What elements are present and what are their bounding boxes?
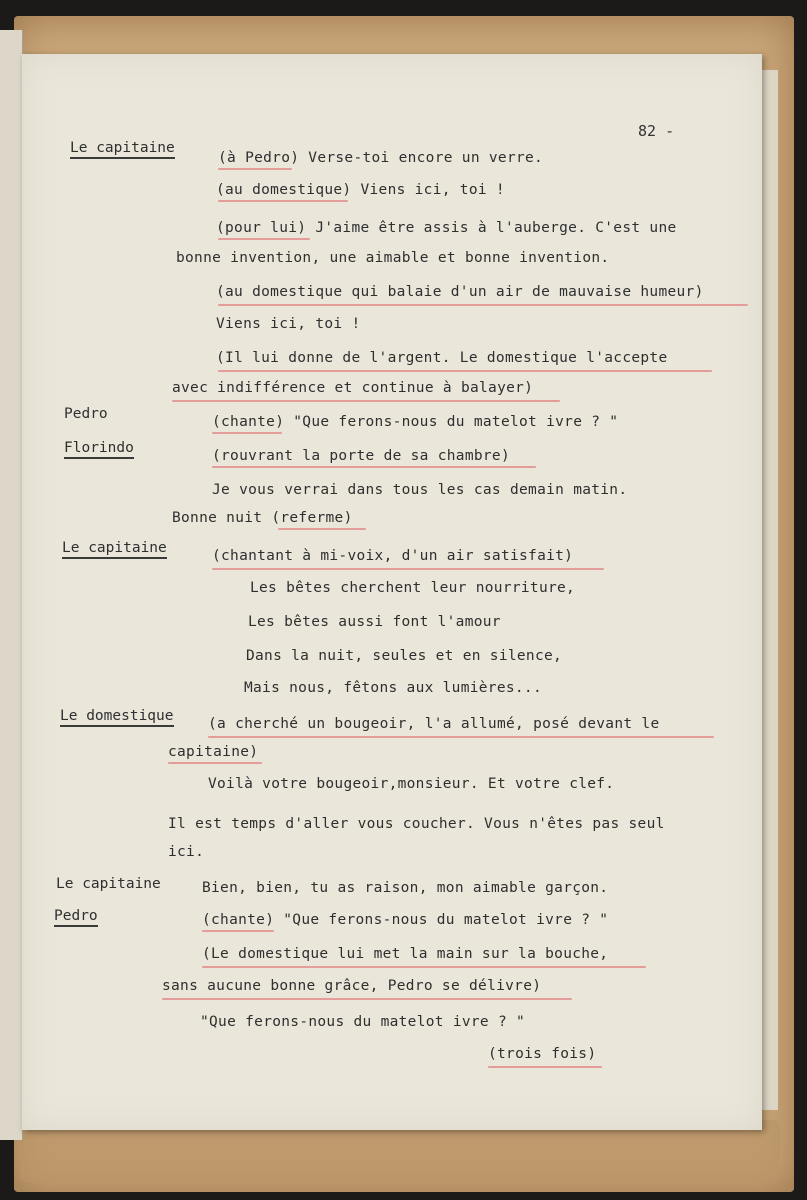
red-underline (278, 528, 366, 530)
script-line: Bonne nuit (referme) (172, 510, 353, 526)
red-underline (218, 370, 712, 372)
speaker-label: Le domestique (60, 708, 174, 727)
script-line: capitaine) (168, 744, 259, 760)
song-line: Les bêtes cherchent leur nourriture, (250, 580, 576, 596)
script-line: (rouvrant la porte de sa chambre) (212, 448, 510, 464)
script-line: avec indifférence et continue à balayer) (172, 380, 534, 396)
red-underline (218, 238, 310, 240)
script-line: sans aucune bonne grâce, Pedro se délivre) (162, 978, 542, 994)
red-underline (212, 432, 282, 434)
red-underline (168, 762, 262, 764)
script-line: (au domestique qui balaie d'un air de mauvaise humeur) (216, 284, 704, 300)
red-underline (488, 1066, 602, 1068)
underlying-page-edge (760, 70, 778, 1110)
red-underline (212, 466, 536, 468)
page-number: 82 - (638, 122, 675, 140)
script-line: bonne invention, une aimable et bonne invention. (176, 250, 610, 266)
script-line: (à Pedro) Verse-toi encore un verre. (218, 150, 544, 166)
red-underline (218, 200, 348, 202)
facing-page-edge (0, 30, 23, 1140)
script-line: (chante) "Que ferons-nous du matelot ivre ? " (212, 414, 619, 430)
script-line: (chantant à mi-voix, d'un air satisfait) (212, 548, 574, 564)
speaker-label: Pedro (64, 406, 108, 422)
red-underline (208, 736, 714, 738)
script-line: Viens ici, toi ! (216, 316, 361, 332)
script-line: (Le domestique lui met la main sur la bouche, (202, 946, 609, 962)
script-line: (pour lui) J'aime être assis à l'auberge. C'est une (216, 220, 677, 236)
typescript-page (22, 54, 762, 1130)
script-line: (Il lui donne de l'argent. Le domestique l'accepte (216, 350, 668, 366)
speaker-label: Le capitaine (70, 140, 175, 159)
script-line: Il est temps d'aller vous coucher. Vous n'êtes pas seul (168, 816, 665, 832)
script-line: (a cherché un bougeoir, l'a allumé, posé devant le (208, 716, 660, 732)
script-line: Voilà votre bougeoir,monsieur. Et votre clef. (208, 776, 615, 792)
red-underline (172, 400, 560, 402)
red-underline (162, 998, 572, 1000)
script-line: (au domestique) Viens ici, toi ! (216, 182, 505, 198)
speaker-label: Florindo (64, 440, 134, 459)
stage-direction: (trois fois) (488, 1046, 597, 1062)
script-line: "Que ferons-nous du matelot ivre ? " (200, 1014, 526, 1030)
speaker-label: Le capitaine (56, 876, 161, 892)
song-line: Les bêtes aussi font l'amour (248, 614, 501, 630)
song-line: Mais nous, fêtons aux lumières... (244, 680, 542, 696)
script-line: ici. (168, 844, 205, 860)
script-line: Bien, bien, tu as raison, mon aimable garçon. (202, 880, 609, 896)
red-underline (212, 568, 604, 570)
script-line: Je vous verrai dans tous les cas demain matin. (212, 482, 628, 498)
script-line: (chante) "Que ferons-nous du matelot ivre ? " (202, 912, 609, 928)
speaker-label: Le capitaine (62, 540, 167, 559)
red-underline (202, 930, 274, 932)
red-underline (202, 966, 646, 968)
red-underline (218, 304, 748, 306)
red-underline (218, 168, 292, 170)
song-line: Dans la nuit, seules et en silence, (246, 648, 563, 664)
speaker-label: Pedro (54, 908, 98, 927)
